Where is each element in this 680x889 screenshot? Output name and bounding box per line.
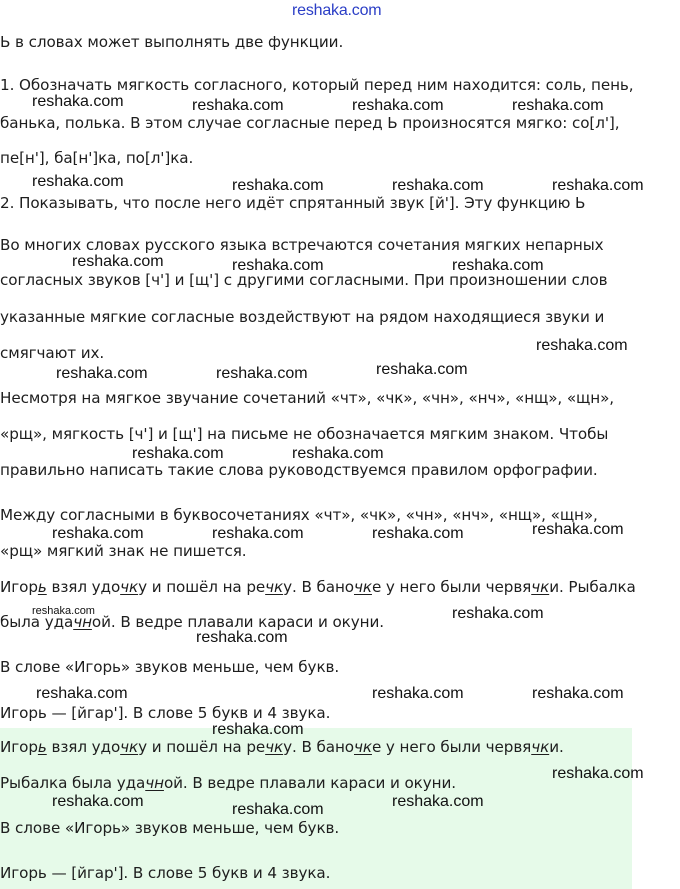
highlighted-letters: чк bbox=[531, 738, 550, 756]
watermark: reshaka.com bbox=[452, 257, 544, 274]
watermark: reshaka.com bbox=[532, 685, 624, 702]
text-line: банька, полька. В этом случае согласные перед Ь произносятся мягко: со[л'], bbox=[0, 114, 620, 132]
watermark: reshaka.com bbox=[352, 97, 444, 114]
watermark: reshaka.com bbox=[192, 97, 284, 114]
text-line: Между согласными в буквосочетаниях «чт», «чк», «чн», «нч», «нщ», «щн», bbox=[0, 506, 598, 524]
watermark: reshaka.com bbox=[232, 177, 324, 194]
watermark: reshaka.com bbox=[52, 525, 144, 542]
highlighted-letters: чк bbox=[265, 578, 284, 596]
text-line: указанные мягкие согласные воздействуют на рядом находящиеся звуки и bbox=[0, 308, 605, 326]
highlighted-letters: чк bbox=[354, 738, 372, 756]
highlighted-letters: чк bbox=[120, 578, 139, 596]
highlighted-letters: ь bbox=[37, 578, 47, 596]
watermark: reshaka.com bbox=[132, 445, 224, 462]
text-part: и. bbox=[549, 738, 564, 756]
watermark: reshaka.com bbox=[376, 361, 468, 378]
text-part: у и пошёл на ре bbox=[138, 578, 266, 596]
watermark: reshaka.com bbox=[372, 525, 464, 542]
text-part: ой. В ведре плавали караси и окуни. bbox=[163, 774, 456, 792]
highlighted-letters: чк bbox=[531, 578, 550, 596]
watermark: reshaka.com bbox=[536, 337, 628, 354]
watermark: reshaka.com bbox=[36, 685, 128, 702]
watermark: reshaka.com bbox=[216, 365, 308, 382]
text-line: правильно написать такие слова руководствуемся правилом орфографии. bbox=[0, 461, 598, 479]
text-part: ой. В ведре плавали караси и окуни. bbox=[91, 613, 384, 631]
text-line: Во многих словах русского языка встречаются сочетания мягких непарных bbox=[0, 236, 604, 254]
watermark: reshaka.com bbox=[212, 721, 304, 738]
text-line: смягчают их. bbox=[0, 344, 105, 362]
text-part: взял удо bbox=[46, 738, 121, 756]
answer-line: В слове «Игорь» звуков меньше, чем букв. bbox=[0, 819, 340, 837]
text-part: Рыбалка была уда bbox=[0, 774, 146, 792]
text-part: взял удо bbox=[46, 578, 121, 596]
answer-line bbox=[0, 773, 456, 793]
watermark: reshaka.com bbox=[552, 765, 644, 782]
text-line: 1. Обозначать мягкость согласного, который перед ним находится: соль, пень, bbox=[0, 76, 634, 94]
highlighted-letters: чк bbox=[120, 738, 139, 756]
text-part: у. В бано bbox=[283, 578, 354, 596]
text-line: Ь в словах может выполнять две функции. bbox=[0, 33, 344, 51]
watermark: reshaka.com bbox=[212, 525, 304, 542]
watermark: reshaka.com bbox=[532, 521, 624, 538]
answer-line bbox=[0, 737, 564, 757]
watermark: reshaka.com bbox=[32, 93, 124, 110]
highlighted-letters: чк bbox=[265, 738, 284, 756]
text-part: е у него были червя bbox=[371, 578, 532, 596]
top-logo[interactable]: reshaka.com bbox=[292, 2, 382, 19]
watermark: reshaka.com bbox=[452, 605, 544, 622]
watermark: reshaka.com bbox=[56, 365, 148, 382]
text-line: «рщ» мягкий знак не пишется. bbox=[0, 542, 247, 560]
watermark: reshaka.com bbox=[392, 177, 484, 194]
watermark: reshaka.com bbox=[196, 629, 288, 646]
highlighted-letters: чк bbox=[354, 578, 372, 596]
watermark: reshaka.com bbox=[72, 253, 164, 270]
highlighted-letters: чн bbox=[145, 774, 164, 792]
text-part: у и пошёл на ре bbox=[138, 738, 266, 756]
exercise-line: В слове «Игорь» звуков меньше, чем букв. bbox=[0, 658, 340, 676]
text-part: Игор bbox=[0, 738, 38, 756]
watermark: reshaka.com bbox=[32, 605, 95, 617]
text-line: согласных звуков [ч'] и [щ'] с другими согласными. При произношении слов bbox=[0, 271, 608, 289]
text-line: «рщ», мягкость [ч'] и [щ'] на письме не обозначается мягким знаком. Чтобы bbox=[0, 425, 609, 443]
text-line: Несмотря на мягкое звучание сочетаний «чт», «чк», «чн», «нч», «нщ», «щн», bbox=[0, 389, 615, 407]
highlighted-letters: чн bbox=[73, 613, 92, 631]
watermark: reshaka.com bbox=[552, 177, 644, 194]
text-part: была уда bbox=[0, 613, 74, 631]
watermark: reshaka.com bbox=[32, 173, 124, 190]
text-part: у. В бано bbox=[283, 738, 354, 756]
watermark: reshaka.com bbox=[392, 793, 484, 810]
exercise-line bbox=[0, 577, 636, 597]
text-line: пе[н'], ба[н']ка, по[л']ка. bbox=[0, 149, 194, 167]
watermark: reshaka.com bbox=[372, 685, 464, 702]
watermark: reshaka.com bbox=[232, 801, 324, 818]
text-line: 2. Показывать, что после него идёт спрятанный звук [й']. Эту функцию Ь bbox=[0, 194, 586, 212]
watermark: reshaka.com bbox=[232, 257, 324, 274]
highlighted-letters: ь bbox=[37, 738, 47, 756]
exercise-line: Игорь — [йгар']. В слове 5 букв и 4 звука. bbox=[0, 704, 331, 722]
answer-line: Игорь — [йгар']. В слове 5 букв и 4 звука. bbox=[0, 864, 331, 882]
text-part: и. Рыбалка bbox=[549, 578, 636, 596]
text-part: Игор bbox=[0, 578, 38, 596]
watermark: reshaka.com bbox=[512, 97, 604, 114]
watermark: reshaka.com bbox=[52, 793, 144, 810]
watermark: reshaka.com bbox=[292, 445, 384, 462]
text-part: е у него были червя bbox=[371, 738, 532, 756]
